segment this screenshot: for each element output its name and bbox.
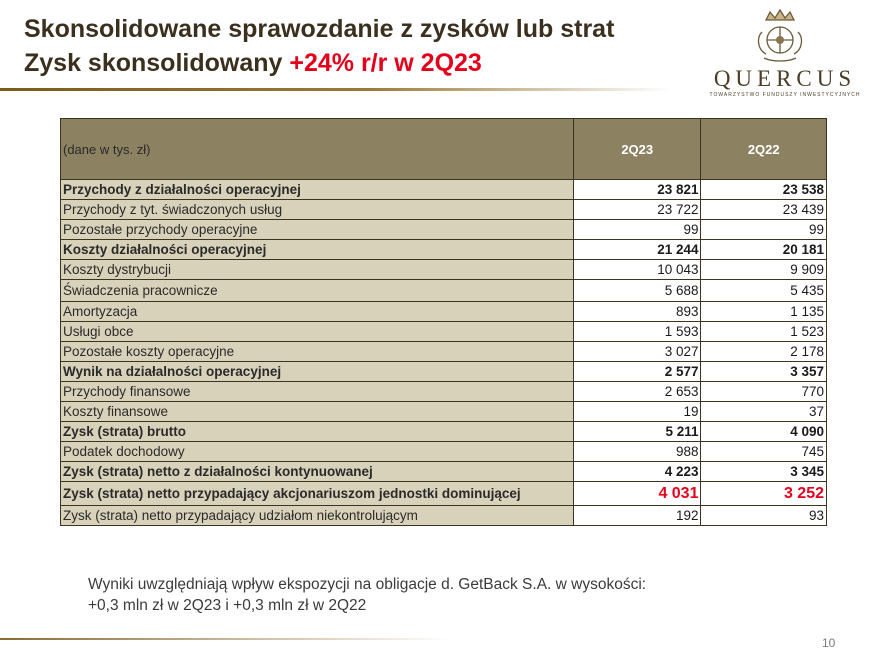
table-header-row — [61, 119, 827, 180]
table-row — [61, 482, 827, 506]
table-row — [61, 240, 827, 260]
value-2q23: 988 — [574, 442, 701, 462]
income-statement-table — [60, 118, 827, 526]
value-2q23: 4 031 — [574, 482, 701, 506]
title-highlight: +24% r/r w 2Q23 — [289, 49, 482, 77]
oak-crest-icon — [752, 8, 808, 64]
table-row — [61, 362, 827, 382]
footnote — [88, 574, 808, 616]
value-2q23: 23 722 — [574, 200, 701, 220]
row-label: Pozostałe koszty operacyjne — [61, 342, 574, 362]
value-2q22: 23 439 — [701, 200, 827, 220]
value-2q22: 1 523 — [701, 322, 827, 342]
table-row — [61, 442, 827, 462]
value-2q22: 20 181 — [701, 240, 827, 260]
value-2q22: 745 — [701, 442, 827, 462]
table-row — [61, 382, 827, 402]
value-2q22: 3 357 — [701, 362, 827, 382]
value-2q23: 893 — [574, 302, 701, 322]
value-2q22: 1 135 — [701, 302, 827, 322]
page-number: 10 — [822, 636, 836, 650]
value-2q22: 93 — [701, 506, 827, 526]
value-2q22: 23 538 — [701, 180, 827, 200]
footnote-line-1: Wyniki uwzględniają wpływ ekspozycji na obligacje d. GetBack S.A. w wysokości: — [88, 576, 647, 593]
table-row — [61, 462, 827, 482]
value-2q22: 3 252 — [701, 482, 827, 506]
value-2q23: 192 — [574, 506, 701, 526]
table-row — [61, 322, 827, 342]
quercus-logo — [690, 8, 880, 98]
row-label: Usługi obce — [61, 322, 574, 342]
title-line-2 — [24, 46, 724, 80]
value-2q23: 1 593 — [574, 322, 701, 342]
row-label: Koszty finansowe — [61, 402, 574, 422]
table-row — [61, 302, 827, 322]
row-label: Zysk (strata) netto z działalności kontynuowanej — [61, 462, 574, 482]
value-2q22: 4 090 — [701, 422, 827, 442]
row-label: Przychody z działalności operacyjnej — [61, 180, 574, 200]
value-2q23: 2 577 — [574, 362, 701, 382]
row-label: Przychody z tyt. świadczonych usług — [61, 200, 574, 220]
title-line-2-prefix: Zysk skonsolidowany — [24, 49, 290, 77]
header-units: (dane w tys. zł) — [61, 119, 574, 180]
logo-wordmark: QUERCUS — [713, 66, 857, 91]
title-underline — [0, 88, 670, 91]
table-row — [61, 402, 827, 422]
row-label: Świadczenia pracownicze — [61, 280, 574, 302]
footer-rule — [0, 638, 450, 640]
table-row — [61, 260, 827, 280]
value-2q23: 21 244 — [574, 240, 701, 260]
value-2q23: 99 — [574, 220, 701, 240]
table-row — [61, 200, 827, 220]
row-label: Koszty działalności operacyjnej — [61, 240, 574, 260]
header-2q22: 2Q22 — [701, 119, 827, 180]
row-label: Koszty dystrybucji — [61, 260, 574, 280]
value-2q22: 2 178 — [701, 342, 827, 362]
table-body — [61, 180, 827, 526]
value-2q22: 37 — [701, 402, 827, 422]
row-label: Amortyzacja — [61, 302, 574, 322]
value-2q23: 10 043 — [574, 260, 701, 280]
table-row — [61, 280, 827, 302]
title-line-1: Skonsolidowane sprawozdanie z zysków lub strat — [24, 15, 615, 43]
slide-title — [24, 12, 724, 80]
table-row — [61, 220, 827, 240]
table-row — [61, 422, 827, 442]
row-label: Zysk (strata) brutto — [61, 422, 574, 442]
table-row — [61, 506, 827, 526]
value-2q23: 2 653 — [574, 382, 701, 402]
row-label: Przychody finansowe — [61, 382, 574, 402]
value-2q23: 23 821 — [574, 180, 701, 200]
logo-tagline: TOWARZYSTWO FUNDUSZY INWESTYCYJNYCH — [709, 92, 861, 98]
value-2q23: 19 — [574, 402, 701, 422]
value-2q22: 3 345 — [701, 462, 827, 482]
row-label: Wynik na działalności operacyjnej — [61, 362, 574, 382]
row-label: Podatek dochodowy — [61, 442, 574, 462]
value-2q22: 9 909 — [701, 260, 827, 280]
value-2q23: 5 688 — [574, 280, 701, 302]
footnote-line-2: +0,3 mln zł w 2Q23 i +0,3 mln zł w 2Q22 — [88, 597, 367, 614]
value-2q22: 99 — [701, 220, 827, 240]
value-2q23: 4 223 — [574, 462, 701, 482]
row-label: Pozostałe przychody operacyjne — [61, 220, 574, 240]
value-2q23: 3 027 — [574, 342, 701, 362]
header-2q23: 2Q23 — [574, 119, 701, 180]
row-label: Zysk (strata) netto przypadający akcjonariuszom jednostki dominującej — [61, 482, 574, 506]
row-label: Zysk (strata) netto przypadający udziałom niekontrolującym — [61, 506, 574, 526]
table-row — [61, 342, 827, 362]
value-2q23: 5 211 — [574, 422, 701, 442]
value-2q22: 5 435 — [701, 280, 827, 302]
table-row — [61, 180, 827, 200]
value-2q22: 770 — [701, 382, 827, 402]
